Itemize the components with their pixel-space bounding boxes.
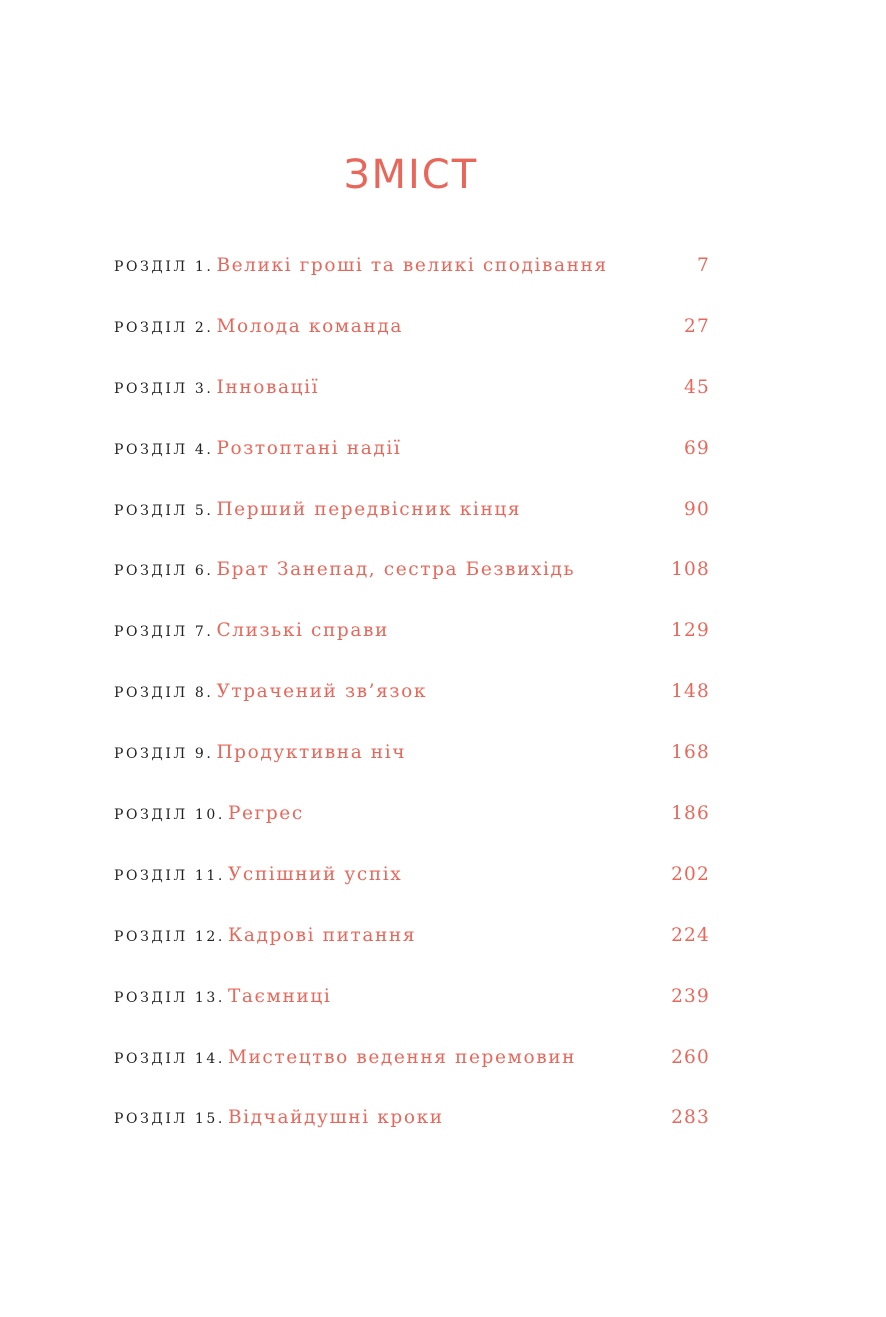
page-title: ЗМІСТ <box>343 152 479 198</box>
toc-entry[interactable] <box>114 681 710 742</box>
chapter-label: РОЗДІЛ 11. <box>114 867 225 884</box>
chapter-page-number: 7 <box>697 255 710 276</box>
chapter-title: Інновації <box>216 376 320 398</box>
chapter-title: Брат Занепад, сестра Безвихідь <box>216 559 576 581</box>
toc-list <box>114 255 710 1168</box>
toc-entry[interactable] <box>114 803 710 864</box>
toc-entry[interactable] <box>114 620 710 681</box>
chapter-label: РОЗДІЛ 14. <box>114 1050 225 1067</box>
toc-entry[interactable] <box>114 255 710 316</box>
chapter-page-number: 69 <box>684 437 710 459</box>
toc-entry[interactable] <box>114 316 710 377</box>
chapter-label: РОЗДІЛ 15. <box>114 1111 225 1128</box>
chapter-title: Перший передвісник кінця <box>216 498 522 520</box>
chapter-label: РОЗДІЛ 2. <box>114 319 214 336</box>
chapter-page-number: 239 <box>671 985 710 1007</box>
chapter-page-number: 202 <box>671 863 710 885</box>
chapter-title: Регрес <box>227 803 304 825</box>
chapter-label: РОЗДІЛ 12. <box>114 928 225 945</box>
chapter-label: РОЗДІЛ 8. <box>114 685 214 702</box>
chapter-label: РОЗДІЛ 9. <box>114 746 214 763</box>
chapter-page-number: 224 <box>671 924 710 946</box>
chapter-title: Успішний успіх <box>227 863 403 885</box>
chapter-label: РОЗДІЛ 4. <box>114 441 214 458</box>
chapter-title: Таємниці <box>227 985 332 1007</box>
chapter-title: Утрачений зв’язок <box>216 681 428 703</box>
toc-entry[interactable] <box>114 559 710 620</box>
toc-entry[interactable] <box>114 986 710 1047</box>
chapter-title: Слизькі справи <box>216 620 389 642</box>
chapter-page-number: 27 <box>684 315 710 337</box>
chapter-page-number: 186 <box>671 803 710 825</box>
chapter-page-number: 168 <box>671 742 710 764</box>
chapter-page-number: 260 <box>671 1046 710 1068</box>
chapter-title: Мистецтво ведення перемовин <box>227 1046 577 1068</box>
chapter-title: Великі гроші та великі сподівання <box>216 255 608 276</box>
chapter-label: РОЗДІЛ 5. <box>114 502 214 519</box>
chapter-label: РОЗДІЛ 6. <box>114 563 214 580</box>
chapter-title: Відчайдушні кроки <box>227 1107 444 1129</box>
toc-entry[interactable] <box>114 438 710 499</box>
toc-entry[interactable] <box>114 377 710 438</box>
chapter-page-number: 129 <box>671 620 710 642</box>
chapter-label: РОЗДІЛ 13. <box>114 989 225 1006</box>
chapter-label: РОЗДІЛ 7. <box>114 624 214 641</box>
toc-entry[interactable] <box>114 1047 710 1108</box>
chapter-title: Молода команда <box>216 315 403 337</box>
toc-entry[interactable] <box>114 499 710 560</box>
chapter-page-number: 283 <box>671 1107 710 1129</box>
chapter-page-number: 108 <box>671 559 710 581</box>
chapter-page-number: 90 <box>684 498 710 520</box>
chapter-title: Продуктивна ніч <box>216 742 407 764</box>
toc-entry[interactable] <box>114 925 710 986</box>
chapter-label: РОЗДІЛ 10. <box>114 807 225 824</box>
chapter-title: Розтоптані надії <box>216 437 402 459</box>
toc-entry[interactable] <box>114 1107 710 1168</box>
chapter-page-number: 45 <box>684 376 710 398</box>
chapter-label: РОЗДІЛ 3. <box>114 380 214 397</box>
toc-entry[interactable] <box>114 864 710 925</box>
chapter-title: Кадрові питання <box>227 924 417 946</box>
toc-entry[interactable] <box>114 742 710 803</box>
chapter-label: РОЗДІЛ 1. <box>114 259 214 275</box>
chapter-page-number: 148 <box>671 681 710 703</box>
